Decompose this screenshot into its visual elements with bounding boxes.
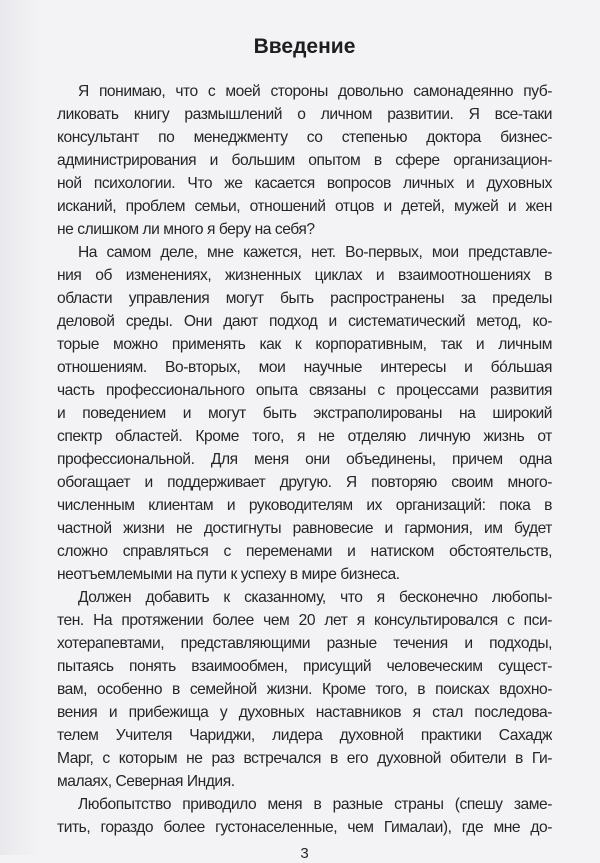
- chapter-title: Введение: [253, 35, 356, 58]
- text-line: и поведением и могут быть экстраполированы на широкий: [57, 405, 552, 422]
- text-line: отношениям. Во-вторых, мои научные интересы и бóльшая: [57, 359, 552, 376]
- text-line: Марг, с которым не раз встречался в его духовной обители в Ги-: [57, 750, 552, 767]
- body-text: [57, 80, 552, 839]
- page-number: 3: [300, 845, 309, 862]
- page-edge-shadow: [0, 0, 40, 855]
- text-line: пытаясь понять взаимообмен, присущий человеческим сущест-: [57, 658, 552, 675]
- text-line: ной психологии. Что же касается вопросов личных и духовных: [57, 175, 552, 192]
- text-line: исканий, проблем семьи, отношений отцов и детей, мужей и жен: [57, 198, 552, 215]
- text-line: вам, особенно в семейной жизни. Кроме того, в поисках вдохно-: [57, 681, 552, 698]
- text-line: Я понимаю, что с моей стороны довольно самонадеянно пуб-: [78, 83, 552, 100]
- paragraph: [57, 793, 552, 839]
- text-line: сложно справляться с переменами и натиском обстоятельств,: [57, 543, 552, 560]
- text-line: малаях, Северная Индия.: [57, 773, 235, 790]
- paragraph: [57, 586, 552, 793]
- text-line: консультант по менеджменту со степенью доктора бизнес-: [57, 129, 552, 146]
- text-line: области управления могут быть распространены за пределы: [57, 290, 552, 307]
- paragraph: [57, 80, 552, 241]
- text-line: телем Учителя Чариджи, лидера духовной практики Сахадж: [57, 727, 552, 744]
- text-line: администрирования и большим опытом в сфере организацион-: [57, 152, 552, 169]
- text-line: ния об изменениях, жизненных циклах и взаимоотношениях в: [57, 267, 552, 284]
- text-line: ликовать книгу размышлений о личном развитии. Я все-таки: [57, 106, 552, 123]
- text-line: деловой среды. Они дают подход и систематический метод, ко-: [57, 313, 552, 330]
- book-page: [57, 34, 552, 863]
- text-line: не слишком ли много я беру на себя?: [57, 221, 315, 238]
- text-line: хотерапевтами, представляющими разные течения и подходы,: [57, 635, 552, 652]
- text-line: На самом деле, мне кажется, нет. Во-первых, мои представле-: [78, 244, 552, 261]
- text-line: Должен добавить к сказанному, что я бесконечно любопы-: [78, 589, 552, 606]
- text-line: численным клиентам и руководителям их организаций: пока в: [57, 497, 552, 514]
- text-line: профессиональной. Для меня они объединены, причем одна: [57, 451, 552, 468]
- text-line: вения и прибежища у духовных наставников я стал последова-: [57, 704, 552, 721]
- text-line: тен. На протяжении более чем 20 лет я консультировался с пси-: [57, 612, 552, 629]
- paragraph: [57, 241, 552, 586]
- text-line: торые можно применять как к корпоративным, так и личным: [57, 336, 552, 353]
- text-line: спектр областей. Кроме того, я не отделяю личную жизнь от: [57, 428, 552, 445]
- text-line: обогащает и поддерживает другую. Я повторяю своим много-: [57, 474, 552, 491]
- text-line: часть профессионального опыта связаны с процессами развития: [57, 382, 552, 399]
- text-line: частной жизни не достигнуты равновесие и гармония, им будет: [57, 520, 552, 537]
- text-line: неотъемлемыми на пути к успеху в мире бизнеса.: [57, 566, 400, 583]
- text-line: тить, гораздо более густонаселенные, чем Гималаи), где мне до-: [57, 819, 552, 836]
- text-line: Любопытство приводило меня в разные страны (спешу заме-: [78, 796, 552, 813]
